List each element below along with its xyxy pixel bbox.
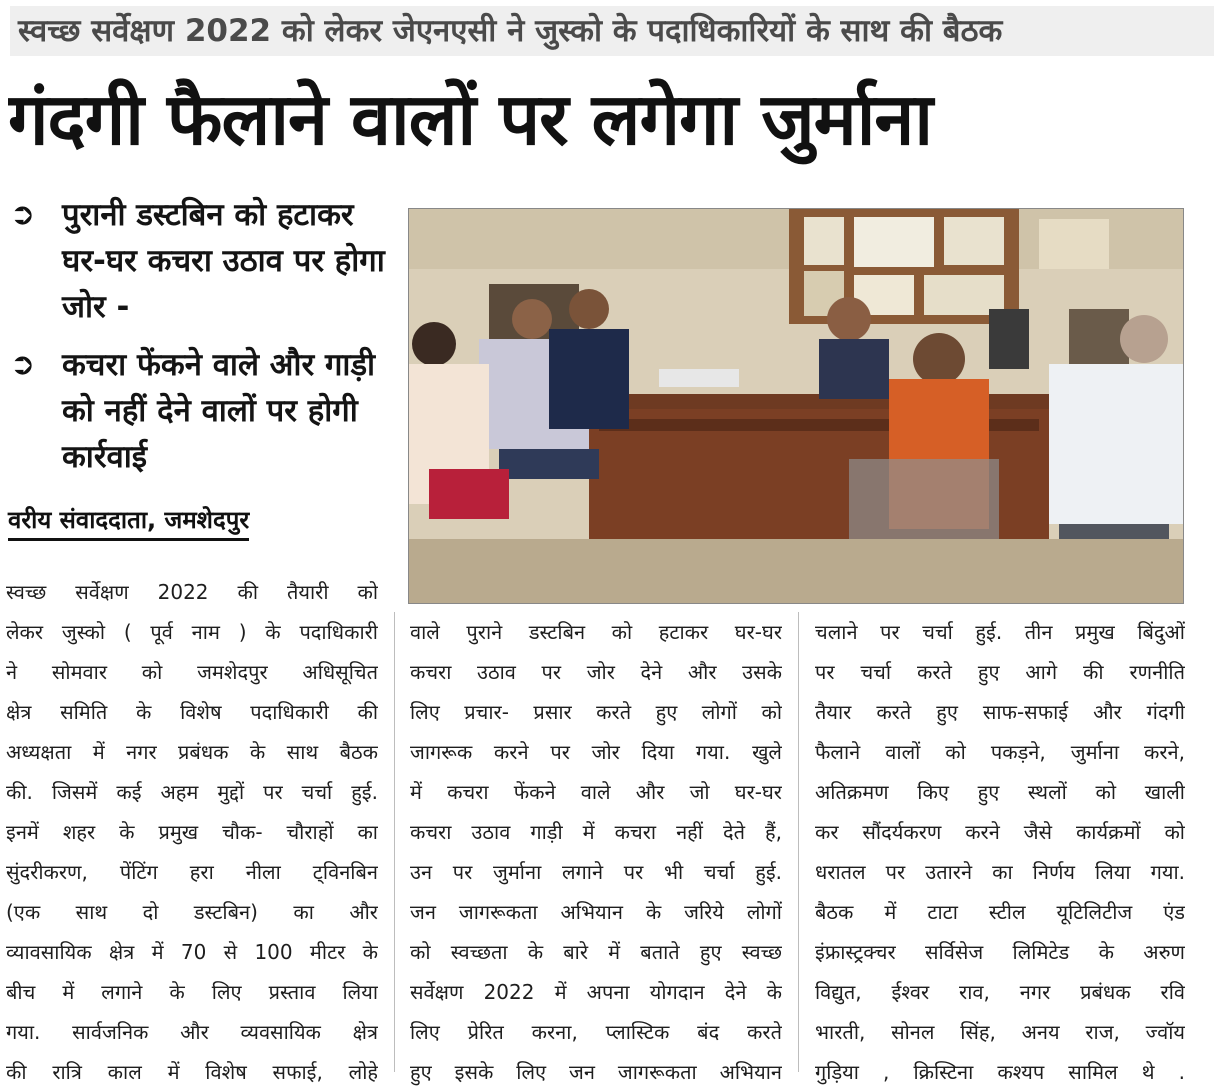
text-line: हुए इसके लिए जन जागरूकता अभियान — [410, 1060, 782, 1084]
article-column-2 — [410, 612, 782, 1092]
text-line: को स्वच्छता के बारे में बताते हुए स्वच्छ — [410, 940, 782, 964]
text-line: बीच में लगाने के लिए प्रस्ताव लिया — [6, 980, 378, 1004]
text-line: लेकर जुस्को ( पूर्व नाम ) के पदाधिकारी — [6, 620, 378, 644]
text-line: गुड़िया , क्रिस्टिना कश्यप सामिल थे . — [815, 1060, 1185, 1084]
meeting-photo — [408, 208, 1184, 604]
arrow-icon: ➲ — [10, 197, 36, 232]
bullet-text: कचरा फेंकने वाले और गाड़ी को नहीं देने वालों पर होगी कार्रवाई — [62, 347, 376, 475]
text-line: इंफ्रास्ट्रक्चर सर्विसेज लिमिटेड के अरुण — [815, 940, 1185, 964]
text-line: जागरूक करने पर जोर दिया गया. खुले — [410, 740, 782, 764]
text-line: व्यावसायिक क्षेत्र में 70 से 100 मीटर के — [6, 940, 378, 964]
text-line: कर सौंदर्यकरण करने जैसे कार्यक्रमों को — [815, 820, 1185, 844]
column-divider — [394, 612, 395, 1072]
desk-top — [559, 394, 1069, 409]
text-line: की. जिसमें कई अहम मुद्दों पर चर्चा हुई. — [6, 780, 378, 804]
bullet-text: पुरानी डस्टबिन को हटाकर घर-घर कचरा उठाव पर होगा जोर - — [62, 197, 385, 325]
text-line: लिए प्रचार- प्रसार करते हुए लोगों को — [410, 700, 782, 724]
kicker-strap: स्वच्छ सर्वेक्षण 2022 को लेकर जेएनएसी ने जुस्को के पदाधिकारियों के साथ की बैठक — [10, 6, 1214, 56]
article-column-3 — [815, 612, 1185, 1092]
text-line: की रात्रि काल में विशेष सफाई, लोहे — [6, 1060, 378, 1084]
text-line: भारती, सोनल सिंह, अनय राज, ज्वॉय — [815, 1020, 1185, 1044]
highlight-bullets — [10, 192, 390, 492]
text-line: सर्वेक्षण 2022 में अपना योगदान देने के — [410, 980, 782, 1004]
text-line: स्वच्छ सर्वेक्षण 2022 की तैयारी को — [6, 580, 378, 604]
text-line: वाले पुराने डस्टबिन को हटाकर घर-घर — [410, 620, 782, 644]
meeting-photo-illustration — [409, 209, 1183, 603]
text-line: अध्यक्षता में नगर प्रबंधक के साथ बैठक — [6, 740, 378, 764]
text-line: सुंदरीकरण, पेंटिंग हरा नीला ट्विनबिन — [6, 860, 378, 884]
text-line: बैठक में टाटा स्टील यूटिलिटीज एंड — [815, 900, 1185, 924]
text-line: फैलाने वालों को पकड़ने, जुर्माना करने, — [815, 740, 1185, 764]
text-line: में कचरा फेंकने वाले और जो घर-घर — [410, 780, 782, 804]
text-line: तैयार करते हुए साफ-सफाई और गंदगी — [815, 700, 1185, 724]
text-line: पर चर्चा करते हुए आगे की रणनीति — [815, 660, 1185, 684]
bullet-item — [10, 192, 390, 330]
text-line: चलाने पर चर्चा हुई. तीन प्रमुख बिंदुओं — [815, 620, 1185, 644]
text-line: अतिक्रमण किए हुए स्थलों को खाली — [815, 780, 1185, 804]
text-line: (एक साथ दो डस्टबिन) का और — [6, 900, 378, 924]
text-line: क्षेत्र समिति के विशेष पदाधिकारी की — [6, 700, 378, 724]
text-line: इनमें शहर के प्रमुख चौक- चौराहों का — [6, 820, 378, 844]
text-line: जन जागरूकता अभियान के जरिये लोगों — [410, 900, 782, 924]
text-line: कचरा उठाव पर जोर देने और उसके — [410, 660, 782, 684]
text-line: विद्युत, ईश्वर राव, नगर प्रबंधक रवि — [815, 980, 1185, 1004]
headline: गंदगी फैलाने वालों पर लगेगा जुर्माना — [8, 77, 932, 161]
text-line: उन पर जुर्माना लगाने पर भी चर्चा हुई. — [410, 860, 782, 884]
bullet-item — [10, 342, 390, 480]
byline-text: वरीय संवाददाता, जमशेदपुर — [8, 506, 249, 541]
article-column-1 — [6, 572, 378, 1092]
text-line: कचरा उठाव गाड़ी में कचरा नहीं देते हैं, — [410, 820, 782, 844]
text-line: गया. सार्वजनिक और व्यवसायिक क्षेत्र — [6, 1020, 378, 1044]
text-line: ने सोमवार को जमशेदपुर अधिसूचित — [6, 660, 378, 684]
column-divider — [798, 612, 799, 1072]
text-line: धरातल पर उतारने का निर्णय लिया गया. — [815, 860, 1185, 884]
arrow-icon: ➲ — [10, 347, 36, 382]
byline — [8, 500, 398, 546]
text-line: लिए प्रेरित करना, प्लास्टिक बंद करते — [410, 1020, 782, 1044]
